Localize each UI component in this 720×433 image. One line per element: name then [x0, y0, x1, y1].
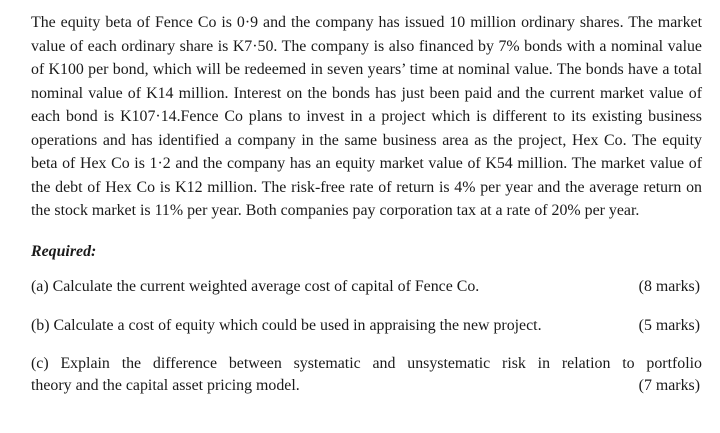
question-c	[31, 353, 702, 398]
question-document	[31, 11, 702, 398]
question-c-marks: (7 marks)	[638, 377, 700, 394]
question-a	[31, 275, 702, 298]
question-c-line2	[31, 375, 702, 398]
question-a-text: (a) Calculate the current weighted average cost of capital of Fence Co.	[31, 277, 480, 295]
question-b-text: (b) Calculate a cost of equity which could be used in appraising the new project.	[31, 316, 542, 334]
required-heading: Required:	[31, 242, 97, 260]
question-a-marks: (8 marks)	[638, 277, 700, 295]
question-b-marks: (5 marks)	[638, 316, 700, 334]
question-c-text-line2: theory and the capital asset pricing model.	[31, 377, 300, 394]
question-b	[31, 314, 702, 337]
scenario-paragraph: The equity beta of Fence Co is 0·9 and the company has issued 10 million ordinary shares. The market value of each ordinary share is K7·50. The company is also financed by 7% bonds with a nominal value of K100 per bond, which will be redeemed in seven years’ time at nominal value. The bonds have a total nominal value of K14 million. Interest on the bonds has just been paid and the current market value of each bond is K107·14.Fence Co plans to invest in a project which is different to its existing business operations and has identified a company in the same business area as the project, Hex Co. The equity beta of Hex Co is 1·2 and the company has an equity market value of K54 million. The market value of the debt of Hex Co is K12 million. The risk-free rate of return is 4% per year and the average return on the stock market is 11% per year. Both companies pay corporation tax at a rate of 20% per year.	[31, 14, 702, 219]
question-c-text-line1: (c) Explain the difference between systematic and unsystematic risk in relation to portfolio	[31, 354, 702, 372]
